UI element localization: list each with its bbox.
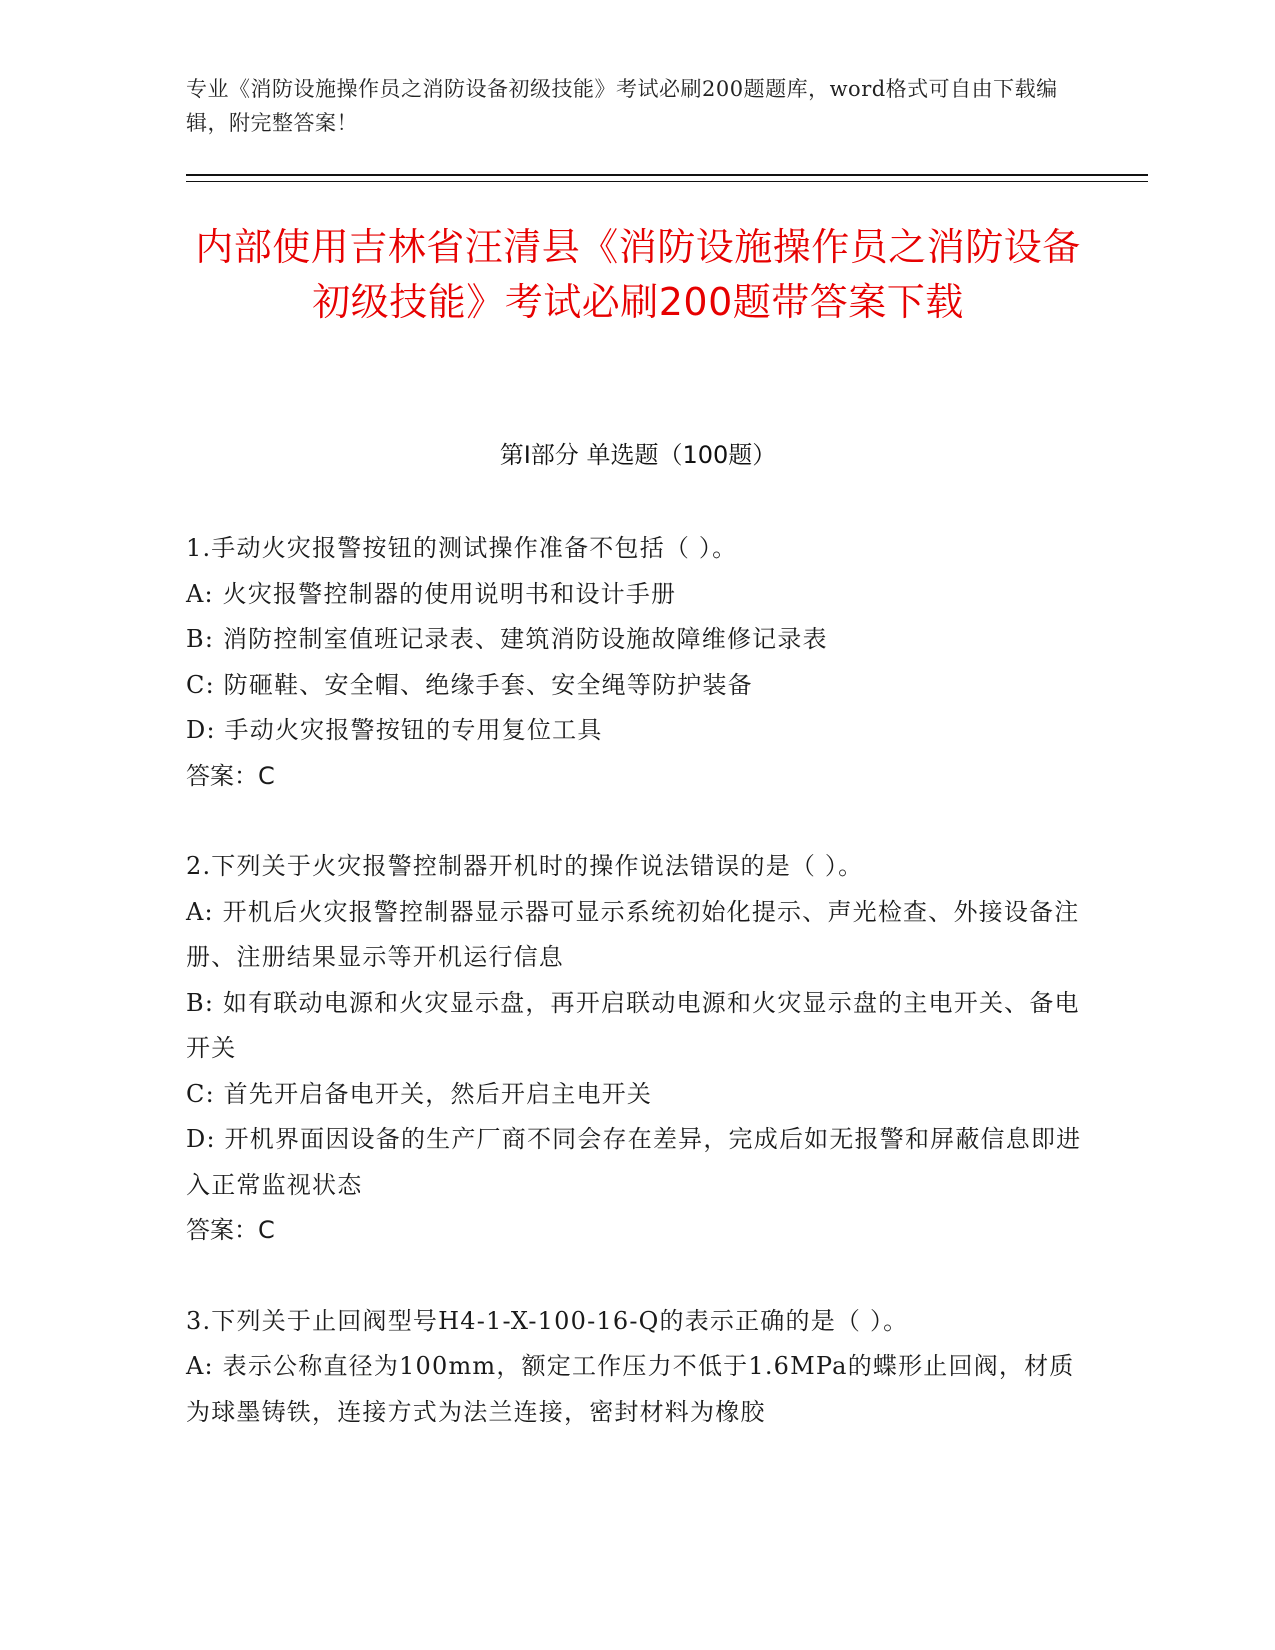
answer-label: 答案：C (186, 1216, 275, 1244)
question-1 (186, 526, 1086, 799)
document-title: 内部使用吉林省汪清县《消防设施操作员之消防设备初级技能》考试必刷200题带答案下载 (195, 225, 1081, 324)
option-c: C: 防砸鞋、安全帽、绝缘手套、安全绳等防护装备 (186, 670, 753, 699)
option-d: D: 手动火灾报警按钮的专用复位工具 (186, 716, 603, 744)
option-a: A: 开机后火灾报警控制器显示器可显示系统初始化提示、声光检查、外接设备注册、注册结果显示等开机运行信息 (186, 897, 1080, 971)
question-stem: 2.下列关于火灾报警控制器开机时的操作说法错误的是（ ）。 (186, 852, 864, 880)
option-b: B: 消防控制室值班记录表、建筑消防设施故障维修记录表 (186, 625, 828, 653)
question-3 (186, 1299, 1086, 1436)
option-b: B: 如有联动电源和火灾显示盘，再开启联动电源和火灾显示盘的主电开关、备电开关 (186, 988, 1080, 1062)
question-2 (186, 844, 1086, 1254)
header-note: 专业《消防设施操作员之消防设备初级技能》考试必刷200题题库，word格式可自由下载编辑，附完整答案！ (186, 77, 1058, 135)
header-rule-thick (186, 174, 1148, 176)
question-list (186, 526, 1086, 1480)
option-a: A: 表示公称直径为100mm，额定工作压力不低于1.6MPa的蝶形止回阀，材质为球墨铸铁，连接方式为法兰连接，密封材料为橡胶 (186, 1352, 1075, 1426)
question-stem: 1.手动火灾报警按钮的测试操作准备不包括（ ）。 (186, 534, 738, 562)
option-a: A: 火灾报警控制器的使用说明书和设计手册 (186, 579, 677, 608)
header-rule-thin (186, 181, 1148, 182)
option-d: D: 开机界面因设备的生产厂商不同会存在差异，完成后如无报警和屏蔽信息即进入正常监视状态 (186, 1125, 1082, 1199)
section-title: 第Ⅰ部分 单选题（100题） (499, 441, 777, 469)
question-stem: 3.下列关于止回阀型号H4-1-X-100-16-Q的表示正确的是（ ）。 (186, 1306, 909, 1335)
option-c: C: 首先开启备电开关，然后开启主电开关 (186, 1079, 653, 1108)
answer-label: 答案：C (186, 761, 275, 790)
